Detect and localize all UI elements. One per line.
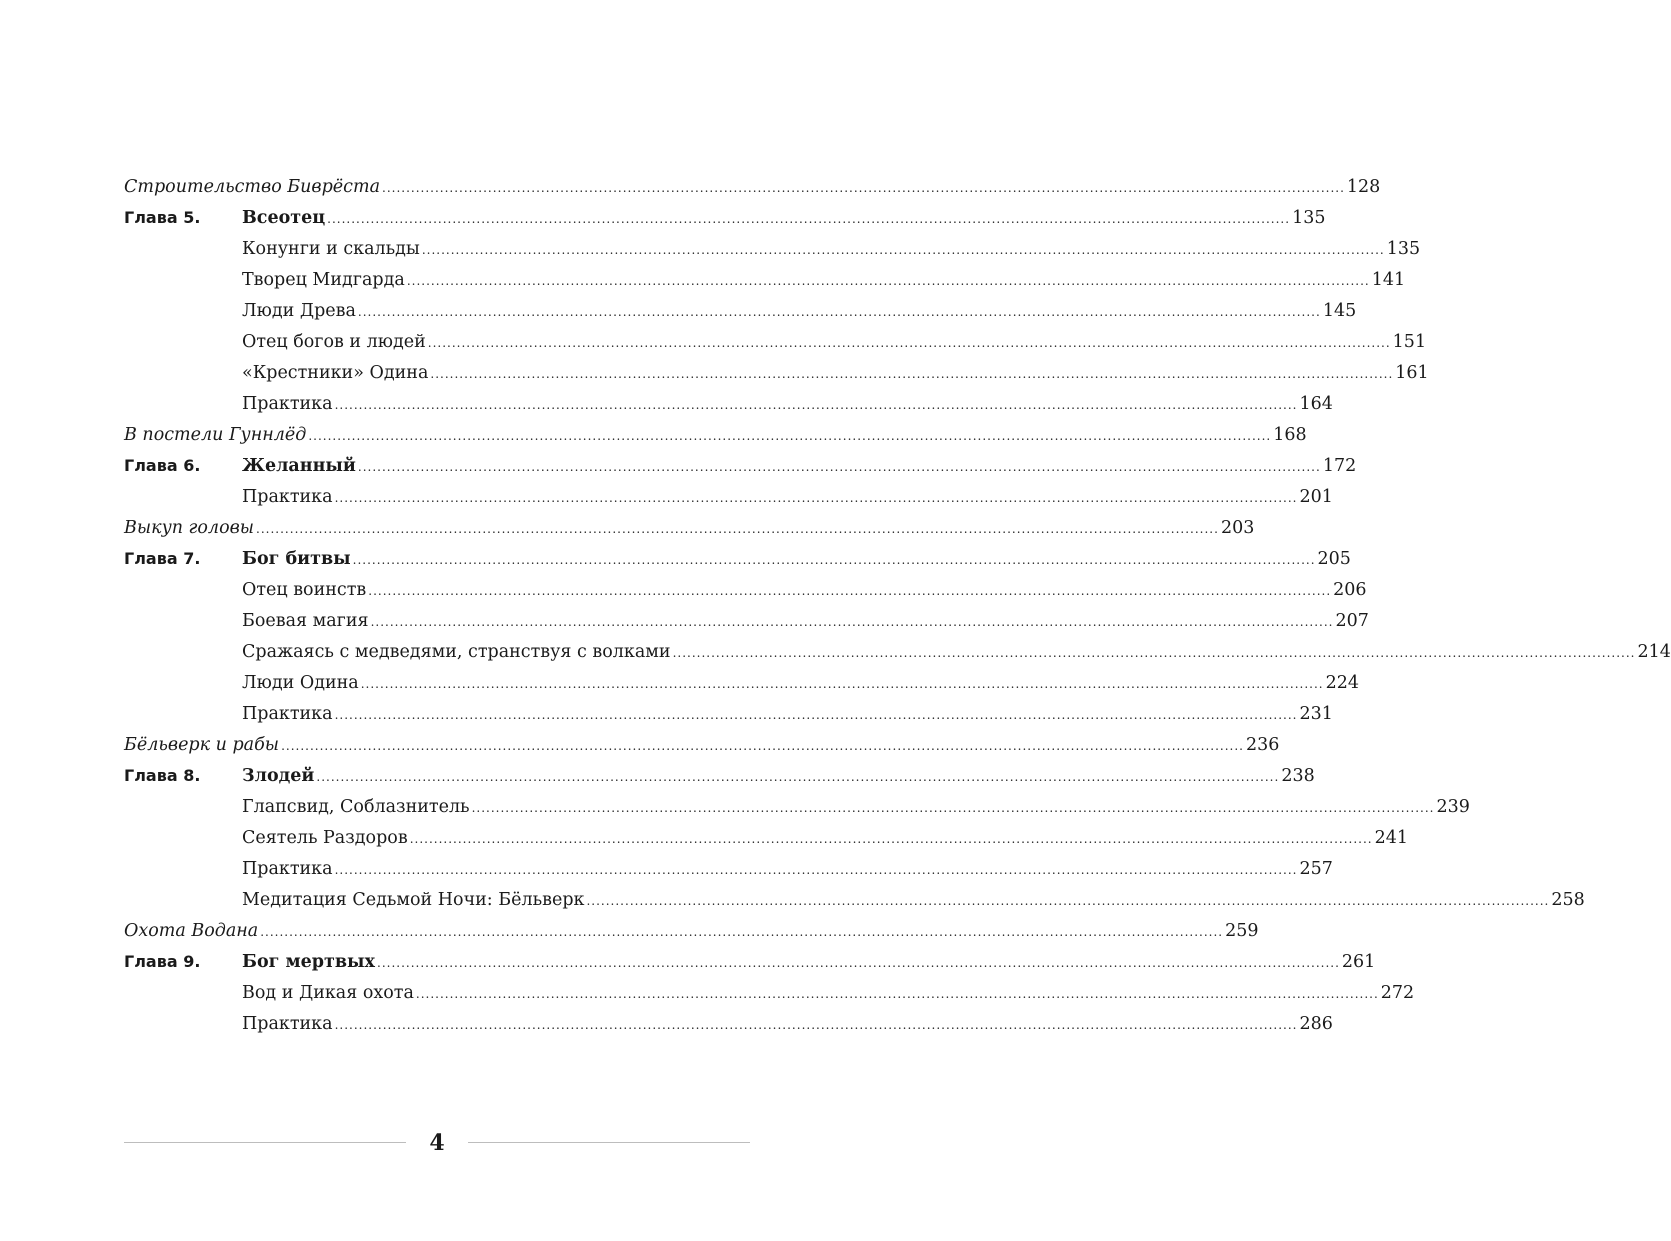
- toc-entry-title: В постели Гуннлёд: [124, 425, 307, 445]
- toc-entry-title: Практика: [242, 859, 333, 879]
- toc-entry: [124, 918, 1259, 949]
- toc-entry-page: 261: [1341, 952, 1376, 972]
- toc-entry-page: 236: [1245, 735, 1280, 755]
- table-of-contents: [124, 174, 1671, 1042]
- toc-entry-title: Вод и Дикая охота: [242, 983, 414, 1003]
- toc-entry: [124, 329, 1427, 360]
- toc-entry-title: Конунги и скальды: [242, 239, 420, 259]
- toc-entry-title: Сражаясь с медведями, странствуя с волками: [242, 642, 671, 662]
- toc-entry-title: Люди Одина: [242, 673, 359, 693]
- toc-entry: [124, 794, 1470, 825]
- toc-entry-page: 151: [1392, 332, 1427, 352]
- toc-entry: [124, 856, 1333, 887]
- dot-leader: ........................................................................................................................................................................................................: [672, 646, 1636, 660]
- toc-entry: [124, 267, 1406, 298]
- toc-entry-title: Выкуп головы: [124, 518, 255, 538]
- chapter-label: Глава 8.: [124, 766, 201, 785]
- dot-leader: ........................................................................................................................................................................................................: [377, 956, 1340, 970]
- dot-leader: ........................................................................................................................................................................................................: [360, 677, 1324, 691]
- toc-entry: [124, 763, 1315, 794]
- toc-entry: [124, 577, 1367, 608]
- toc-entry-page: 214: [1637, 642, 1671, 662]
- toc-entry: [124, 825, 1408, 856]
- toc-entry-title: Практика: [242, 1014, 333, 1034]
- toc-entry: [124, 732, 1280, 763]
- toc-entry: [124, 174, 1381, 205]
- toc-entry-title: Отец богов и людей: [242, 332, 426, 352]
- dot-leader: ........................................................................................................................................................................................................: [334, 1018, 1298, 1032]
- toc-entry-page: 161: [1395, 363, 1429, 383]
- dot-leader: ........................................................................................................................................................................................................: [368, 584, 1332, 598]
- toc-entry: [124, 422, 1307, 453]
- toc-entry-page: 207: [1335, 611, 1369, 631]
- dot-leader: ........................................................................................................................................................................................................: [409, 832, 1373, 846]
- toc-entry-title: Практика: [242, 704, 333, 724]
- dot-leader: ........................................................................................................................................................................................................: [334, 398, 1298, 412]
- toc-entry: [124, 236, 1421, 267]
- toc-entry-title: Всеотец: [242, 208, 326, 228]
- toc-entry: [124, 298, 1357, 329]
- toc-entry-title: Практика: [242, 487, 333, 507]
- toc-entry-page: 128: [1346, 177, 1381, 197]
- dot-leader: ........................................................................................................................................................................................................: [370, 615, 1334, 629]
- toc-entry: [124, 205, 1326, 236]
- dot-leader: ........................................................................................................................................................................................................: [427, 336, 1391, 350]
- toc-entry: [124, 1011, 1333, 1042]
- dot-leader: ........................................................................................................................................................................................................: [421, 243, 1385, 257]
- dot-leader: ........................................................................................................................................................................................................: [415, 987, 1379, 1001]
- toc-entry: [124, 949, 1376, 980]
- toc-entry-page: 203: [1220, 518, 1255, 538]
- toc-entry-page: 168: [1273, 425, 1307, 445]
- footer-rule-right: [468, 1142, 750, 1143]
- toc-entry: [124, 608, 1369, 639]
- toc-entry-page: 238: [1281, 766, 1315, 786]
- dot-leader: ........................................................................................................................................................................................................: [586, 894, 1550, 908]
- toc-entry-title: Практика: [242, 394, 333, 414]
- toc-entry-title: Люди Древа: [242, 301, 356, 321]
- toc-entry: [124, 980, 1415, 1011]
- toc-entry-title: Сеятель Раздоров: [242, 828, 408, 848]
- toc-entry-page: 241: [1374, 828, 1408, 848]
- toc-entry-page: 135: [1386, 239, 1421, 259]
- dot-leader: ........................................................................................................................................................................................................: [327, 212, 1291, 226]
- toc-entry-title: Отец воинств: [242, 580, 367, 600]
- toc-entry-page: 239: [1436, 797, 1470, 817]
- toc-entry-page: 259: [1225, 921, 1259, 941]
- toc-entry: [124, 887, 1585, 918]
- toc-entry-page: 201: [1299, 487, 1333, 507]
- chapter-label: Глава 7.: [124, 549, 201, 568]
- toc-entry-title: Бог мертвых: [242, 952, 375, 972]
- dot-leader: ........................................................................................................................................................................................................: [316, 770, 1280, 784]
- toc-entry-page: 224: [1325, 673, 1360, 693]
- chapter-label: Глава 5.: [124, 208, 201, 227]
- toc-entry: [124, 484, 1333, 515]
- page-footer: [124, 1126, 750, 1160]
- toc-entry-page: 164: [1299, 394, 1333, 414]
- toc-entry-page: 231: [1299, 704, 1333, 724]
- dot-leader: ........................................................................................................................................................................................................: [430, 367, 1394, 381]
- chapter-label: Глава 9.: [124, 952, 201, 971]
- toc-entry-title: Бог битвы: [242, 549, 351, 569]
- toc-entry-page: 135: [1292, 208, 1326, 228]
- toc-entry: [124, 360, 1429, 391]
- toc-entry-title: «Крестники» Одина: [242, 363, 429, 383]
- toc-entry: [124, 670, 1360, 701]
- toc-entry-page: 257: [1299, 859, 1333, 879]
- dot-leader: ........................................................................................................................................................................................................: [352, 553, 1316, 567]
- toc-entry-title: Боевая магия: [242, 611, 369, 631]
- toc-entry: [124, 453, 1357, 484]
- toc-entry-title: Творец Мидгарда: [242, 270, 405, 290]
- dot-leader: ........................................................................................................................................................................................................: [334, 491, 1298, 505]
- toc-entry-page: 272: [1380, 983, 1415, 1003]
- dot-leader: ........................................................................................................................................................................................................: [308, 429, 1272, 443]
- toc-entry-title: Глапсвид, Соблазнитель: [242, 797, 470, 817]
- toc-entry: [124, 391, 1333, 422]
- toc-entry-title: Охота Водана: [124, 921, 259, 941]
- dot-leader: ........................................................................................................................................................................................................: [281, 739, 1244, 753]
- toc-entry: [124, 639, 1671, 670]
- toc-entry: [124, 546, 1351, 577]
- toc-entry-page: 286: [1299, 1014, 1333, 1034]
- dot-leader: ........................................................................................................................................................................................................: [334, 708, 1298, 722]
- footer-rule-left: [124, 1142, 406, 1143]
- toc-entry: [124, 515, 1255, 546]
- dot-leader: ........................................................................................................................................................................................................: [256, 522, 1219, 536]
- page-number: 4: [429, 1130, 445, 1156]
- toc-entry-page: 205: [1317, 549, 1351, 569]
- toc-entry-page: 258: [1551, 890, 1585, 910]
- toc-entry-title: Желанный: [242, 456, 356, 476]
- toc-entry-page: 206: [1333, 580, 1367, 600]
- toc-entry-title: Злодей: [242, 766, 315, 786]
- toc-entry-page: 141: [1371, 270, 1406, 290]
- dot-leader: ........................................................................................................................................................................................................: [406, 274, 1370, 288]
- dot-leader: ........................................................................................................................................................................................................: [357, 305, 1321, 319]
- dot-leader: ........................................................................................................................................................................................................: [334, 863, 1298, 877]
- toc-entry-title: Строительство Биврёста: [124, 177, 380, 197]
- toc-entry: [124, 701, 1333, 732]
- dot-leader: ........................................................................................................................................................................................................: [471, 801, 1435, 815]
- toc-entry-title: Бёльверк и рабы: [124, 735, 280, 755]
- chapter-label: Глава 6.: [124, 456, 201, 475]
- dot-leader: ........................................................................................................................................................................................................: [260, 925, 1224, 939]
- dot-leader: ........................................................................................................................................................................................................: [357, 460, 1321, 474]
- dot-leader: ........................................................................................................................................................................................................: [382, 181, 1345, 195]
- toc-entry-page: 172: [1322, 456, 1357, 476]
- toc-entry-title: Медитация Седьмой Ночи: Бёльверк: [242, 890, 585, 910]
- toc-entry-page: 145: [1322, 301, 1357, 321]
